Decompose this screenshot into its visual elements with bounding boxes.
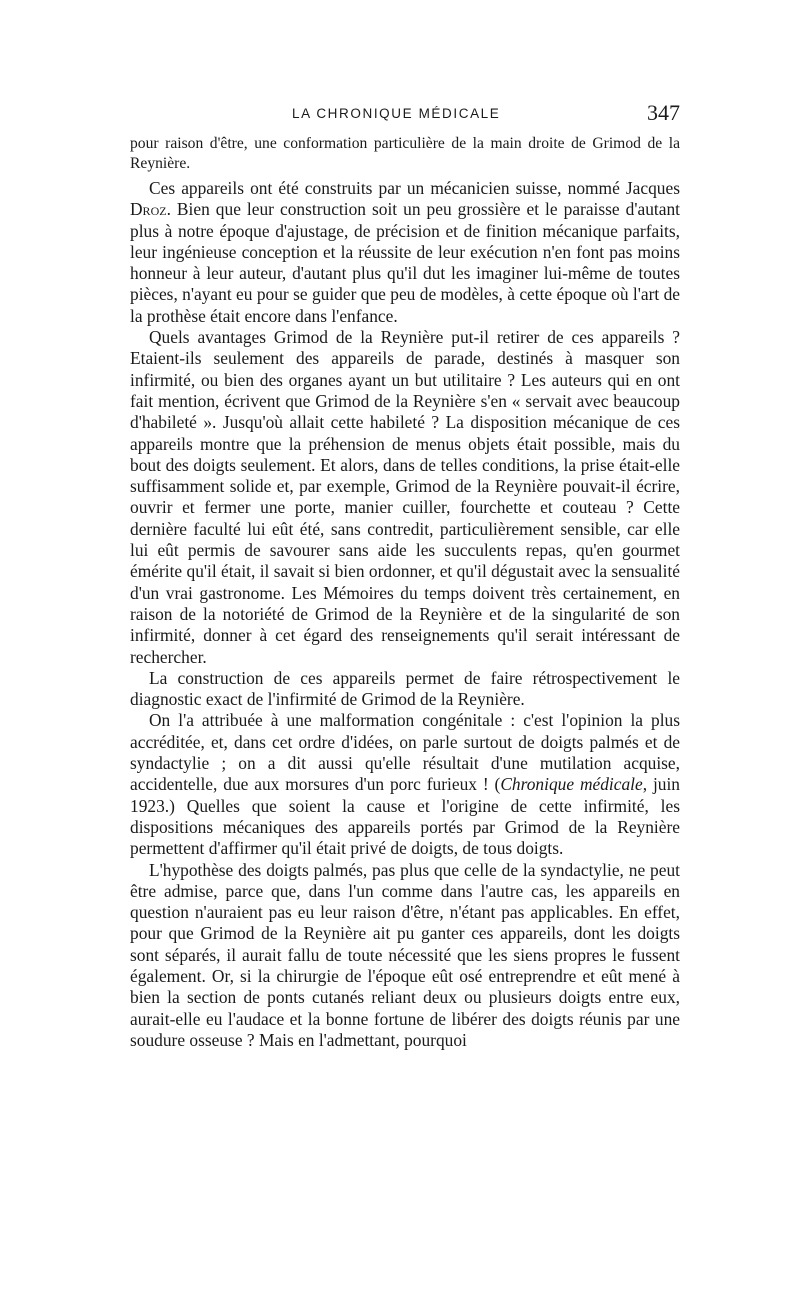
paragraph-continued: pour raison d'être, une conformation particulière de la main droite de Grimod de la Reynière. <box>130 135 680 172</box>
paragraph-construction: La construction de ces appareils permet de faire rétrospectivement le diagnostic exact de l'infirmité de Grimod de la Reynière. <box>130 667 680 710</box>
paragraph-text: Ces appareils ont été construits par un mécanicien suisse, nommé Jacques <box>149 178 680 198</box>
page-number: 347 <box>647 100 680 125</box>
paragraph-text: . Bien que leur construction soit un peu grossière et le paraisse d'autant plus à notre époque d'ajustage, de précision et de finition mécanique parfaits, leur ingénieuse conception et la réussite de leur exécution n'en font pas moins honneur à leur auteur, d'autant plus qu'il dut les imaginer lui-même de toutes pièces, n'ayant eu pour se guider que peu de modèles, à cette époque où l'art de la prothèse était encore dans l'enfance. <box>130 199 680 326</box>
body-text <box>130 134 680 1051</box>
author-name: Droz <box>130 199 167 220</box>
paragraph-text: , juin 1923.) Quelles que soient la cause et l'origine de cette infirmité, les dispositions mécaniques des appareils portés par Grimod de la Reynière permettent d'affirmer qu'il était privé de doigts, de tous doigts. <box>130 774 680 859</box>
running-title: LA CHRONIQUE MÉDICALE <box>292 106 501 121</box>
paragraph-text: On l'a attribuée à une malformation congénitale : c'est l'opinion la plus accréditée, et, dans cet ordre d'idées, on parle surtout de doigts palmés et de syndactylie ; on a dit aussi qu'elle résultait d'une mutilation acquise, accidentelle, due aux morsures d'un porc furieux ! ( <box>130 710 680 795</box>
paragraph-avantages: Quels avantages Grimod de la Reynière put-il retirer de ces appareils ? Etaient-ils seulement des appareils de parade, destinés à masquer son infirmité, ou bien des organes ayant un but utilitaire ? Les auteurs qui en ont fait mention, écrivent que Grimod de la Reynière s'en « servait avec beaucoup d'habileté ». Jusqu'où allait cette habileté ? La disposition mécanique de ces appareils montre que la préhension de menus objets était possible, mais du bout des doigts seulement. Et alors, dans de telles conditions, la prise était-elle suffisamment solide et, par exemple, Grimod de la Reynière pouvait-il écrire, ouvrir et fermer une porte, manier cuiller, fourchette et couteau ? Cette dernière faculté lui eût été, sans contredit, particulièrement sensible, car elle lui eût permis de savourer sans aide les succulents repas, qu'en gourmet émérite qu'il était, il savait si bien ordonner, et qu'il dégustait avec la sensualité d'un vrai gastronome. Les Mémoires du temps doivent très certainement, en raison de la notoriété de Grimod de la Reynière et de la singularité de son infirmité, donner à cet égard des renseignements qu'il serait intéressant de rechercher. <box>130 327 680 667</box>
paragraph-malformation <box>130 710 680 859</box>
paragraph-hypothese: L'hypothèse des doigts palmés, pas plus que celle de la syndactylie, ne peut être admise, parce que, dans l'un comme dans l'autre cas, les appareils en question n'auraient pas eu leur raison d'être, n'étant pas applicables. En effet, pour que Grimod de la Reynière ait pu ganter ces appareils, dont les doigts sont séparés, il aurait fallu de toute nécessité que les siens propres le fussent également. Or, si la chirurgie de l'époque eût osé entreprendre et eût mené à bien la section de ponts cutanés reliant deux ou plusieurs doigts entre eux, aurait-elle eu l'audace et la bonne fortune de libérer des doigts réunis par une soudure osseuse ? Mais en l'admettant, pourquoi <box>130 859 680 1050</box>
paragraph-appareils <box>130 178 680 327</box>
journal-title: Chronique médicale <box>500 774 643 795</box>
running-head <box>130 100 680 130</box>
